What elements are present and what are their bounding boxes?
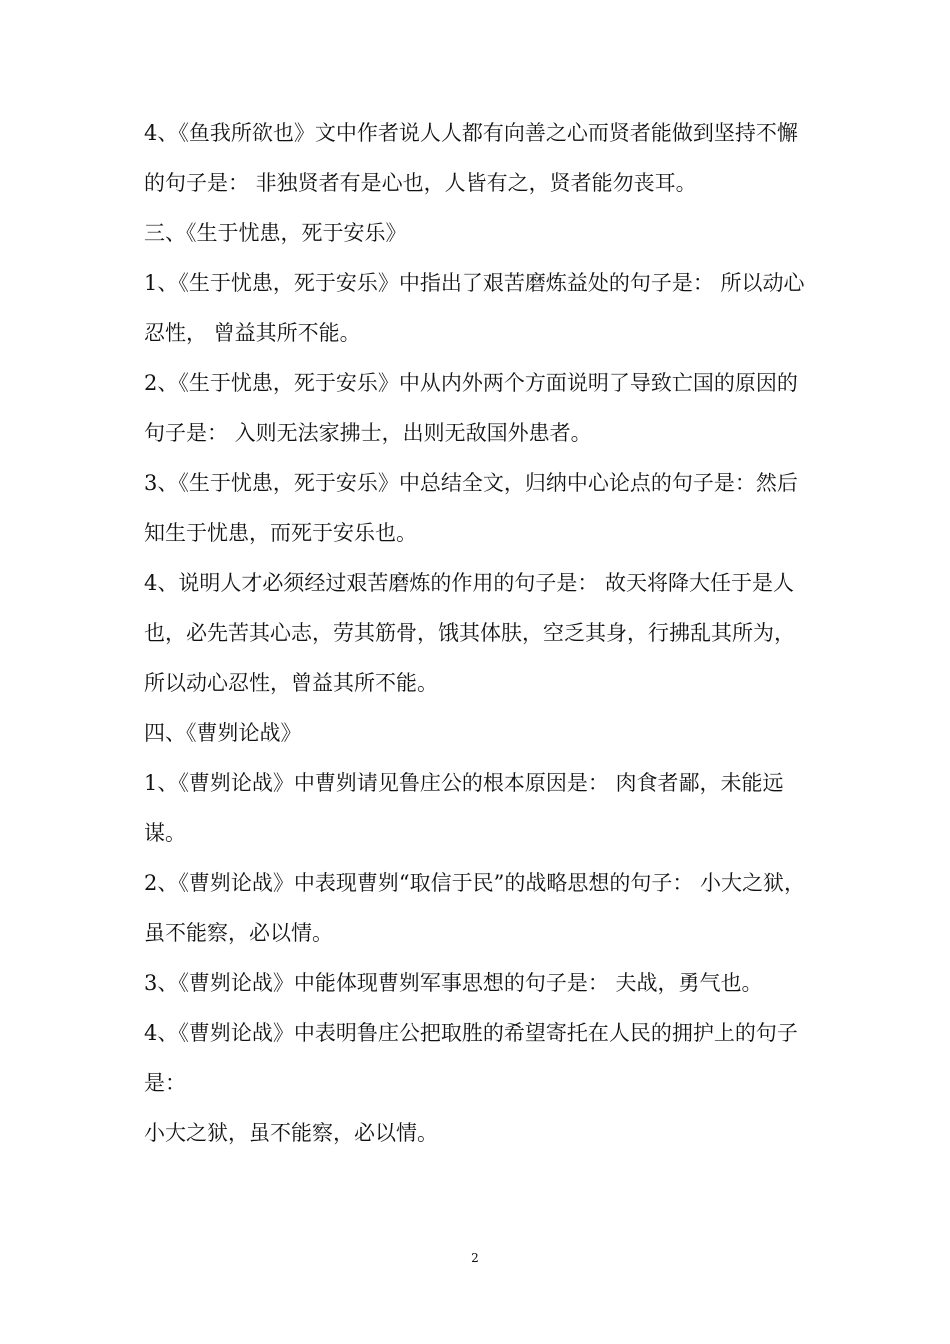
document-body — [144, 108, 814, 1158]
page-number: 2 — [471, 1251, 479, 1265]
paragraph-caogui-q4-answer: 小大之狱，虽不能察，必以情。 — [144, 1121, 438, 1145]
paragraph-shengyu-q1: 1、《生于忧患，死于安乐》中指出了艰苦磨炼益处的句子是： 所以动心忍性， 曾益其所不能。 — [144, 271, 805, 345]
paragraph-caogui-q1: 1、《曹刿论战》中曹刿请见鲁庄公的根本原因是： 肉食者鄙，未能远谋。 — [144, 771, 784, 845]
paragraph-caogui-q2: 2、《曹刿论战》中表现曹刿“取信于民”的战略思想的句子： 小大之狱，虽不能察，必以情。 — [144, 871, 806, 945]
paragraph-caogui-q3: 3、《曹刿论战》中能体现曹刿军事思想的句子是： 夫战，勇气也。 — [144, 971, 763, 995]
section-heading-3: 三、《生于忧患，死于安乐》 — [144, 221, 407, 245]
paragraph-shengyu-q2: 2、《生于忧患，死于安乐》中从内外两个方面说明了导致亡国的原因的句子是： 入则无法家拂士，出则无敌国外患者。 — [144, 371, 798, 445]
paragraph-caogui-q4: 4、《曹刿论战》中表明鲁庄公把取胜的希望寄托在人民的拥护上的句子是： — [144, 1021, 798, 1095]
paragraph-yu-wo-q4: 4、《鱼我所欲也》文中作者说人人都有向善之心而贤者能做到坚持不懈的句子是： 非独贤者有是心也，人皆有之，贤者能勿丧耳。 — [144, 121, 798, 195]
section-heading-4: 四、《曹刿论战》 — [144, 721, 302, 745]
paragraph-shengyu-q3: 3、《生于忧患，死于安乐》中总结全文，归纳中心论点的句子是：然后知生于忧患，而死于安乐也。 — [144, 471, 798, 545]
paragraph-shengyu-q4: 4、说明人才必须经过艰苦磨炼的作用的句子是： 故天将降大任于是人也，必先苦其心志，劳其筋骨，饿其体肤，空乏其身，行拂乱其所为，所以动心忍性，曾益其所不能。 — [144, 571, 795, 695]
